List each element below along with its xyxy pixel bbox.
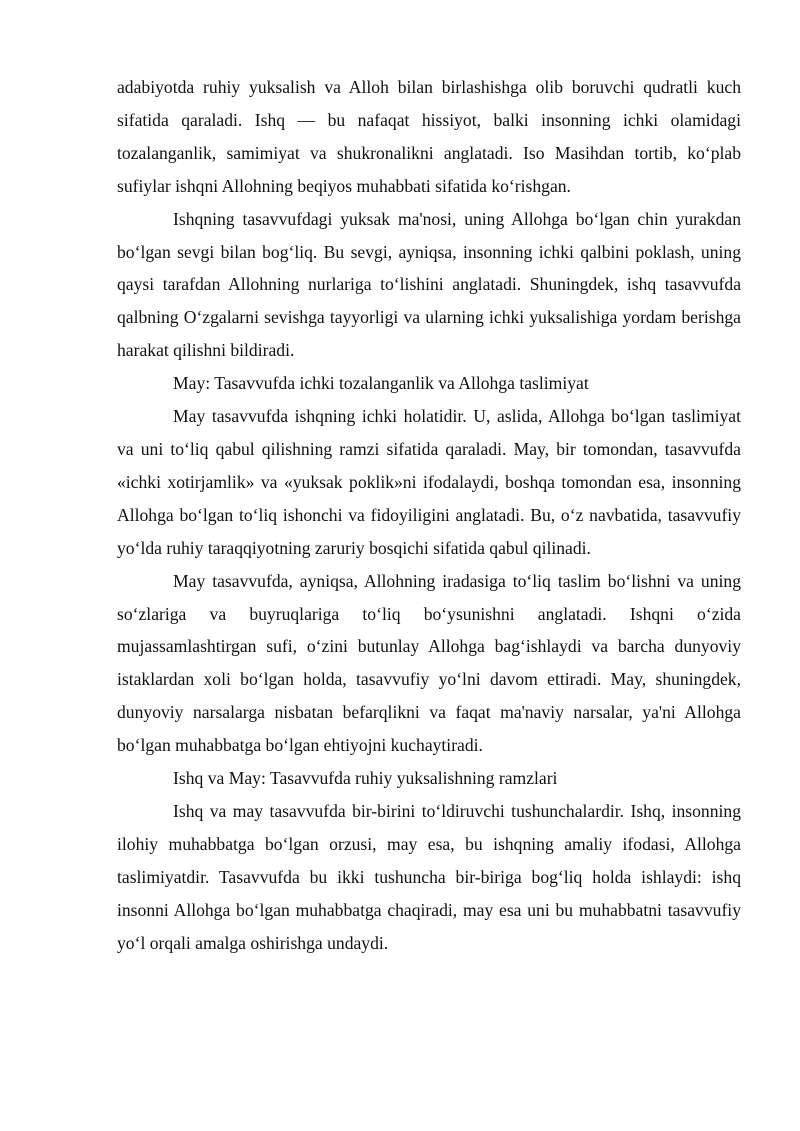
- section-heading-may: May: Tasavvufda ichki tozalanganlik va Allohga taslimiyat: [173, 373, 589, 394]
- section-heading-ishq-va-may: Ishq va May: Tasavvufda ruhiy yuksalishning ramzlari: [173, 768, 558, 789]
- document-page: [117, 71, 741, 959]
- paragraph-may-state: May tasavvufda ishqning ichki holatidir. U, aslida, Allohga bo‘lgan taslimiyat va uni to‘liq qabul qilishning ramzi sifatida qaraladi. May, bir tomondan, tasavvufda «ichki xotirjamlik» va «yuksak poklik»ni ifodalaydi, boshqa tomondan esa, insonning Allohga bo‘lgan to‘liq ishonchi va fidoyiligini anglatadi. Bu, o‘z navbatida, tasavvufiy yo‘lda ruhiy taraqqiyotning zaruriy bosqichi sifatida qabul qilinadi.: [117, 406, 741, 558]
- paragraph-intro-continuation: adabiyotda ruhiy yuksalish va Alloh bilan birlashishga olib boruvchi qudratli kuch sifatida qaraladi. Ishq — bu nafaqat hissiyot, balki insonning ichki olamidagi tozalanganlik, samimiyat va shukronalikni anglatadi. Iso Masihdan tortib, ko‘plab sufiylar ishqni Allohning beqiyos muhabbati sifatida ko‘rishgan.: [117, 77, 741, 196]
- paragraph-ishq-meaning: Ishqning tasavvufdagi yuksak ma'nosi, uning Allohga bo‘lgan chin yurakdan bo‘lgan sevgi bilan bog‘liq. Bu sevgi, ayniqsa, insonning ichki qalbini poklash, uning qaysi tarafdan Allohning nurlariga to‘lishini anglatadi. Shuningdek, ishq tasavvufda qalbning O‘zgalarni sevishga tayyorligi va ularning ichki yuksalishiga yordam berishga harakat qilishni bildiradi.: [117, 208, 741, 361]
- paragraph-may-submission: May tasavvufda, ayniqsa, Allohning iradasiga to‘liq taslim bo‘lishni va uning so‘zlariga va buyruqlariga to‘liq bo‘ysunishni anglatadi. Ishqni o‘zida mujassamlashtirgan sufi, o‘zini butunlay Allohga bag‘ishlaydi va barcha dunyoviy istaklardan xoli bo‘lgan holda, tasavvufiy yo‘lni davom ettiradi. May, shuningdek, dunyoviy narsalarga nisbatan befarqlikni va faqat ma'naviy narsalar, ya'ni Allohga bo‘lgan muhabbatga bo‘lgan ehtiyojni kuchaytiradi.: [117, 570, 741, 756]
- paragraph-ishq-va-may: Ishq va may tasavvufda bir-birini to‘ldiruvchi tushunchalardir. Ishq, insonning ilohiy muhabbatga bo‘lgan orzusi, may esa, bu ishqning amaliy ifodasi, Allohga taslimiyatdir. Tasavvufda bu ikki tushuncha bir-biriga bog‘liq holda ishlaydi: ishq insonni Allohga bo‘lgan muhabbatga chaqiradi, may esa uni bu muhabbatni tasavvufiy yo‘l orqali amalga oshirishga undaydi.: [117, 800, 741, 953]
